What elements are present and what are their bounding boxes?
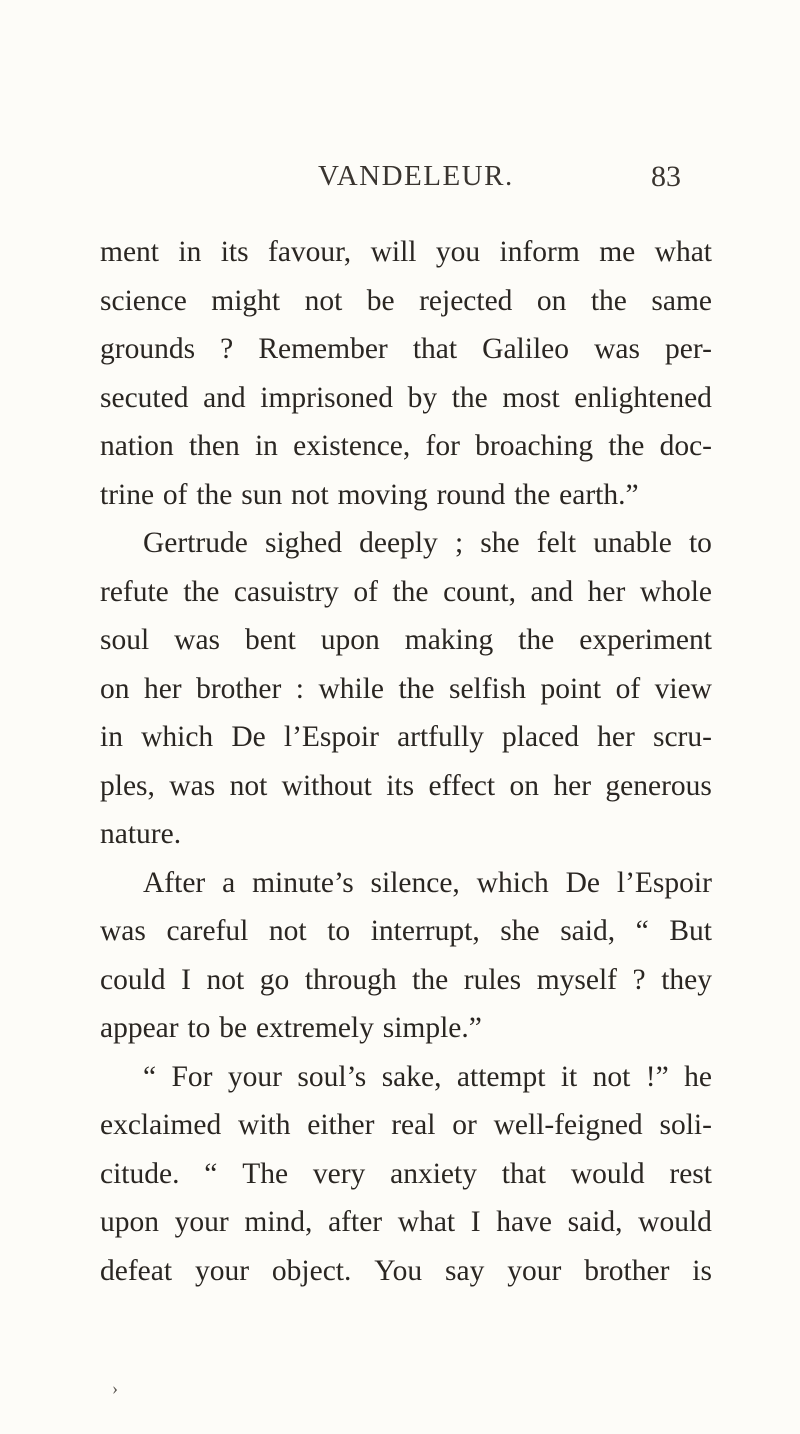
word: the (196, 478, 233, 511)
word: soli- (659, 1109, 712, 1141)
word: scru- (652, 721, 712, 753)
text-line (100, 1008, 712, 1057)
word: l’Espoir (616, 866, 712, 899)
word: by (407, 381, 438, 414)
word: Gertrude (143, 527, 248, 559)
word: upon (320, 624, 380, 656)
word: per- (665, 333, 712, 365)
word: not (304, 284, 343, 317)
word: either (307, 1109, 375, 1141)
word: your (507, 1254, 562, 1287)
text-line (100, 1202, 712, 1251)
word: effect (428, 769, 496, 802)
word: trine (100, 478, 155, 511)
word: your (194, 1254, 250, 1287)
text-line (100, 1105, 712, 1154)
word: me (599, 236, 636, 268)
word: anxiety (390, 1157, 477, 1190)
text-line (100, 960, 712, 1009)
word: to (327, 915, 351, 947)
word: view (654, 672, 712, 705)
word: in (254, 430, 278, 462)
word: inform (499, 236, 580, 268)
word: real (391, 1109, 436, 1141)
word: making (404, 624, 494, 656)
word: ? (220, 333, 234, 365)
word: have (496, 1206, 552, 1238)
word: Galileo (482, 333, 569, 365)
word: not (229, 769, 268, 802)
word: For (171, 1060, 213, 1093)
word: is (692, 1254, 712, 1287)
word: brother (196, 672, 282, 705)
word: l’Espoir (283, 721, 379, 753)
text-line (100, 572, 712, 621)
word: But (669, 915, 712, 947)
word: appear (100, 1012, 179, 1044)
text-line (100, 766, 712, 815)
word: citude. (100, 1157, 180, 1190)
word: on (509, 769, 539, 802)
word: go (259, 963, 290, 996)
word: !” (645, 1060, 669, 1093)
word: object. (271, 1254, 352, 1287)
word: on (536, 284, 567, 317)
word: the (590, 284, 627, 317)
word: experiment (579, 624, 712, 656)
word: could (100, 963, 166, 996)
word: ? (632, 963, 646, 996)
word: of (615, 672, 641, 705)
text-line (100, 523, 712, 572)
word: rejected (419, 284, 513, 317)
word: well-feigned (493, 1109, 643, 1141)
word: De (231, 721, 266, 753)
text-line (100, 814, 712, 863)
word: grounds (100, 333, 196, 365)
body-text (100, 232, 712, 1299)
word: minute’s (252, 866, 354, 899)
word: imprisoned (260, 381, 393, 414)
word: “ (204, 1157, 218, 1190)
text-line (100, 378, 712, 427)
word: rules (463, 963, 522, 996)
word: very (312, 1157, 366, 1190)
word: in (178, 236, 202, 268)
word: on (100, 672, 130, 705)
word: was (169, 769, 216, 802)
word: deeply (359, 527, 438, 559)
word: You (374, 1254, 423, 1287)
word: doc- (659, 430, 712, 462)
word: mind, (244, 1206, 313, 1238)
word: upon (100, 1206, 159, 1238)
word: the (514, 478, 551, 511)
word: ment (100, 236, 159, 268)
page-number: 83 (651, 160, 681, 193)
word: refute (100, 575, 169, 608)
word: unable (593, 527, 672, 559)
word: existence, (293, 430, 411, 462)
word: not (206, 963, 245, 996)
text-line (100, 475, 712, 524)
word: placed (502, 721, 580, 753)
word: interrupt, (370, 915, 480, 947)
word: same (651, 284, 712, 317)
word: sighed (264, 527, 343, 559)
text-line (100, 329, 712, 378)
signature-mark: › (112, 1378, 118, 1398)
word: was (100, 915, 146, 947)
text-line (100, 911, 712, 960)
word: which (141, 721, 214, 753)
running-head (0, 160, 800, 200)
word: soul’s (297, 1060, 367, 1093)
word: De (565, 866, 601, 899)
word: then (188, 430, 240, 462)
word: of (353, 575, 378, 608)
word: her (597, 721, 635, 753)
word: after (328, 1206, 383, 1238)
text-line (100, 1154, 712, 1203)
word: count, (443, 575, 516, 608)
text-line (100, 426, 712, 475)
word: for (425, 430, 460, 462)
word: nation (100, 430, 174, 462)
word: nature. (100, 818, 182, 850)
word: he (684, 1060, 712, 1093)
word: not (592, 1060, 631, 1093)
word: generous (605, 769, 712, 802)
word: of (162, 478, 188, 511)
word: myself (536, 963, 617, 996)
word: was (594, 333, 640, 365)
word: will (370, 236, 417, 268)
word: without (281, 769, 372, 802)
word: to (688, 527, 712, 559)
word: while (318, 672, 384, 705)
word: you (435, 236, 481, 268)
word: said, (567, 1206, 623, 1238)
word: secuted (100, 381, 189, 414)
word: her (553, 769, 592, 802)
word: it (560, 1060, 578, 1093)
text-line (100, 620, 712, 669)
word: not (291, 478, 329, 511)
word: she (480, 527, 520, 559)
word: “ (635, 915, 649, 947)
text-line (100, 281, 712, 330)
word: said, (560, 915, 616, 947)
word: might (211, 284, 281, 317)
text-line (100, 717, 712, 766)
text-line (100, 1251, 712, 1300)
word: the (451, 381, 488, 414)
running-head-title: VANDELEUR. (318, 160, 514, 192)
word: her (587, 575, 626, 608)
word: most (502, 381, 560, 414)
word: brother (584, 1254, 670, 1287)
word: careful (166, 915, 249, 947)
word: I (181, 963, 191, 996)
word: whole (639, 575, 712, 608)
word: which (476, 866, 549, 899)
word: earth.” (559, 478, 639, 511)
word: that (501, 1157, 547, 1190)
text-line (100, 669, 712, 718)
word: your (174, 1206, 229, 1238)
word: bent (245, 624, 296, 656)
word: not (268, 915, 307, 947)
word: soul (100, 624, 150, 656)
word: be (366, 284, 395, 317)
word: exclaimed (100, 1109, 222, 1141)
word: what (397, 1206, 456, 1238)
word: would (570, 1157, 645, 1190)
word: through (304, 963, 397, 996)
word: was (174, 624, 221, 656)
word: broaching (475, 430, 594, 462)
word: The (242, 1157, 289, 1190)
word: silence, (370, 866, 460, 899)
word: casuistry (233, 575, 339, 608)
word: and (203, 381, 246, 414)
word: its (386, 769, 415, 802)
word: she (500, 915, 540, 947)
word: and (530, 575, 574, 608)
word: point (540, 672, 602, 705)
word: be (219, 1012, 248, 1044)
word: that (412, 333, 458, 365)
word: felt (536, 527, 577, 559)
word: After (143, 866, 206, 899)
text-line (100, 863, 712, 912)
word: defeat (100, 1254, 173, 1287)
word: her (143, 672, 182, 705)
word: : (295, 672, 304, 705)
word: say (445, 1254, 485, 1287)
word: “ (143, 1060, 157, 1093)
word: in (100, 721, 123, 753)
text-line (100, 1057, 712, 1106)
word: sun (241, 478, 283, 511)
word: or (452, 1109, 477, 1141)
word: extremely (255, 1012, 374, 1044)
word: ples, (100, 769, 155, 802)
word: round (436, 478, 506, 511)
word: artfully (397, 721, 484, 753)
word: to (187, 1012, 211, 1044)
word: sake, (381, 1060, 442, 1093)
word: the (398, 672, 435, 705)
word: simple.” (382, 1012, 482, 1044)
word: ; (454, 527, 464, 559)
word: the (608, 430, 645, 462)
word: science (100, 284, 187, 317)
word: a (222, 866, 236, 899)
word: your (227, 1060, 282, 1093)
word: with (238, 1109, 291, 1141)
word: the (183, 575, 220, 608)
word: what (654, 236, 712, 268)
word: the (518, 624, 555, 656)
word: moving (337, 478, 428, 511)
word: favour, (268, 236, 352, 268)
word: rest (669, 1157, 712, 1190)
word: the (392, 575, 429, 608)
text-line (100, 232, 712, 281)
word: attempt (456, 1060, 546, 1093)
word: I (470, 1206, 481, 1238)
word: Remember (258, 333, 388, 365)
word: they (661, 963, 712, 996)
word: selfish (448, 672, 526, 705)
word: enlightened (574, 381, 712, 414)
word: would (638, 1206, 712, 1238)
word: the (412, 963, 449, 996)
word: its (220, 236, 249, 268)
